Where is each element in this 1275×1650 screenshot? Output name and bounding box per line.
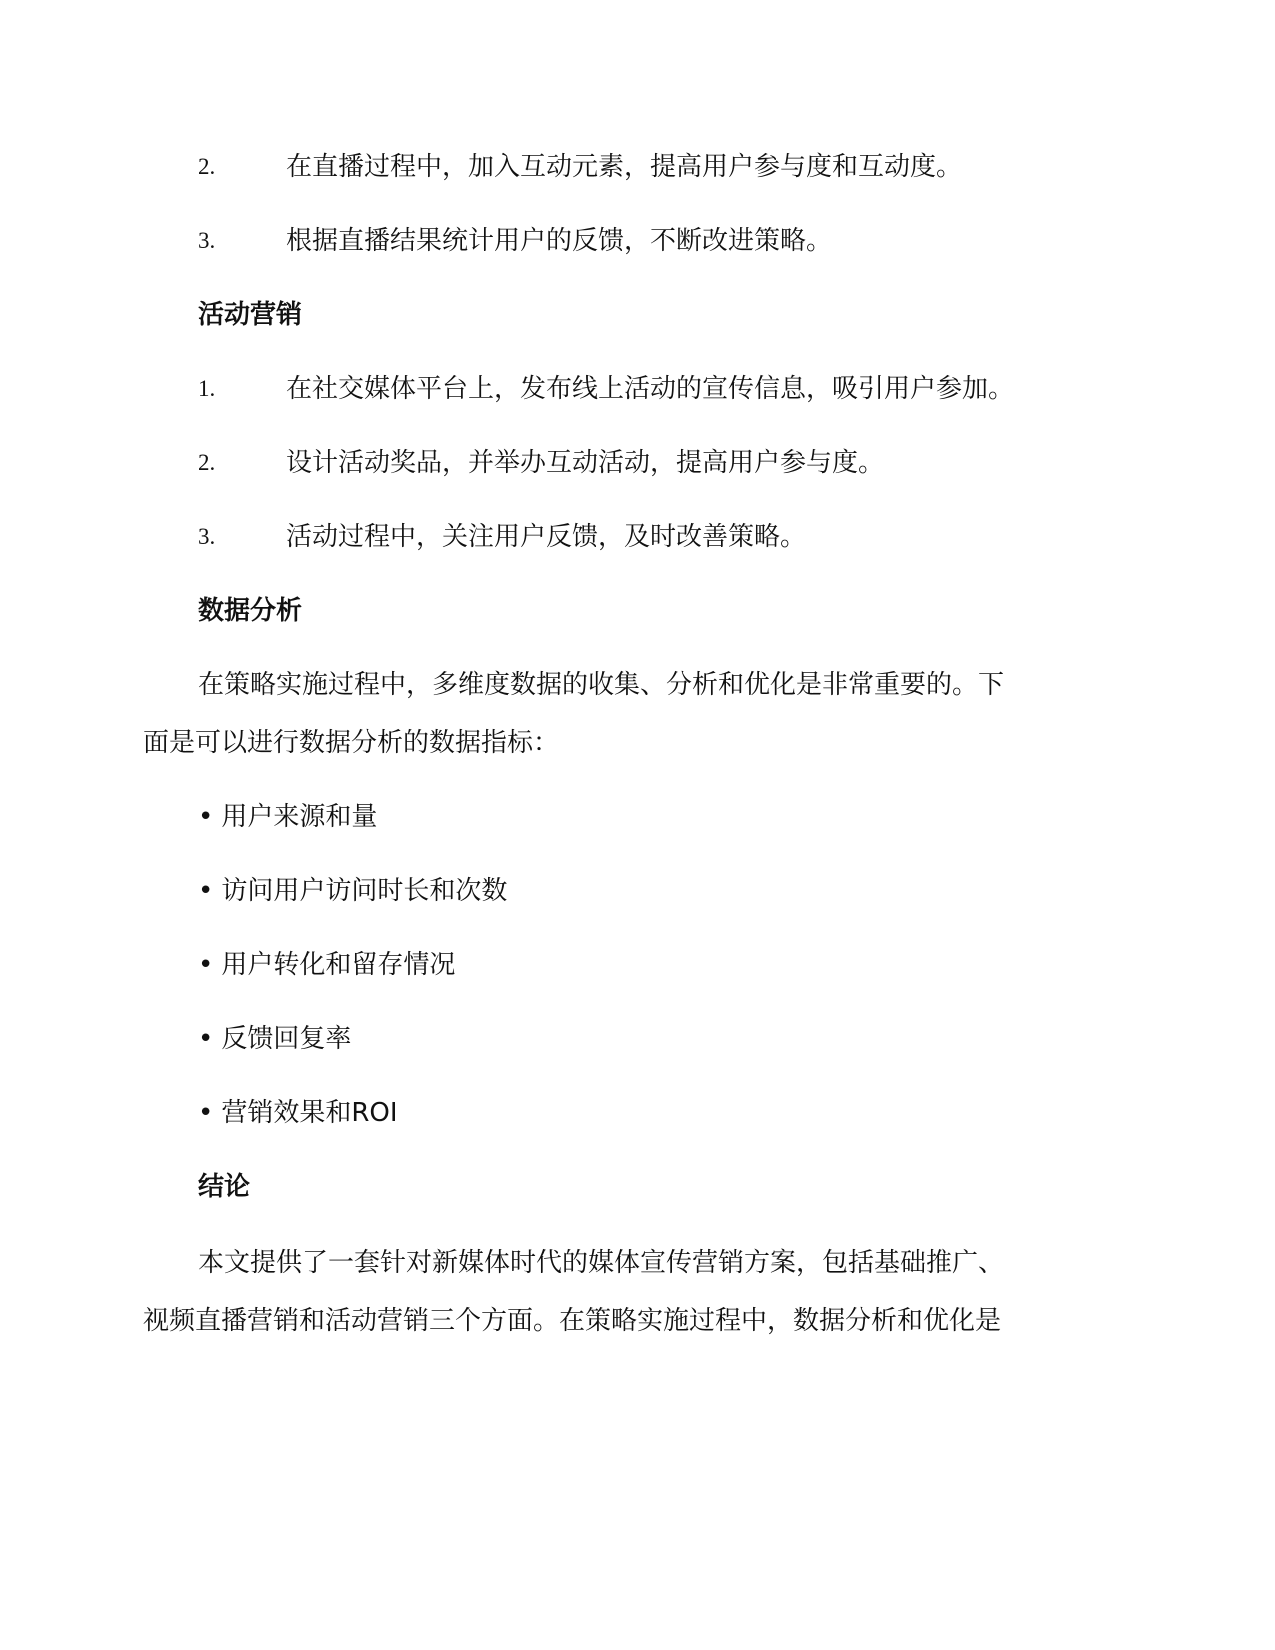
list-number: 1.	[198, 376, 216, 401]
bullet-item	[198, 1096, 398, 1130]
list-item-text: 活动过程中，关注用户反馈，及时改善策略。	[286, 522, 807, 552]
bullet-text: 营销效果和ROI	[221, 1098, 398, 1128]
bullet-text: 反馈回复率	[221, 1024, 352, 1054]
bullet-item	[198, 874, 507, 908]
paragraph-line: 本文提供了一套针对新媒体时代的媒体宣传营销方案，包括基础推广、	[198, 1248, 1005, 1278]
list-number: 2.	[198, 450, 216, 475]
section-heading-event-marketing: 活动营销	[198, 300, 303, 330]
section-heading-conclusion: 结论	[198, 1172, 251, 1202]
paragraph-line: 面是可以进行数据分析的数据指标：	[143, 728, 560, 758]
list-item-text: 在直播过程中，加入互动元素，提高用户参与度和互动度。	[286, 152, 963, 182]
bullet-item	[198, 800, 377, 834]
paragraph-line: 在策略实施过程中，多维度数据的收集、分析和优化是非常重要的。下	[198, 670, 1005, 700]
bullet-text: 用户来源和量	[221, 802, 378, 832]
list-item-text: 在社交媒体平台上，发布线上活动的宣传信息，吸引用户参加。	[286, 374, 1015, 404]
bullet-item	[198, 1022, 351, 1056]
bullet-icon: •	[198, 876, 214, 906]
list-number: 3.	[198, 228, 216, 253]
list-item-text: 设计活动奖品，并举办互动活动，提高用户参与度。	[286, 448, 885, 478]
bullet-icon: •	[198, 1024, 214, 1054]
bullet-text: 用户转化和留存情况	[221, 950, 456, 980]
bullet-icon: •	[198, 802, 214, 832]
bullet-icon: •	[198, 950, 214, 980]
list-item-text: 根据直播结果统计用户的反馈，不断改进策略。	[286, 226, 833, 256]
bullet-text: 访问用户访问时长和次数	[221, 876, 508, 906]
bullet-item	[198, 948, 455, 982]
bullet-icon: •	[198, 1098, 214, 1128]
paragraph-line: 视频直播营销和活动营销三个方面。在策略实施过程中，数据分析和优化是	[143, 1306, 1002, 1336]
list-number: 2.	[198, 154, 216, 179]
list-number: 3.	[198, 524, 216, 549]
section-heading-data-analysis: 数据分析	[198, 596, 303, 626]
